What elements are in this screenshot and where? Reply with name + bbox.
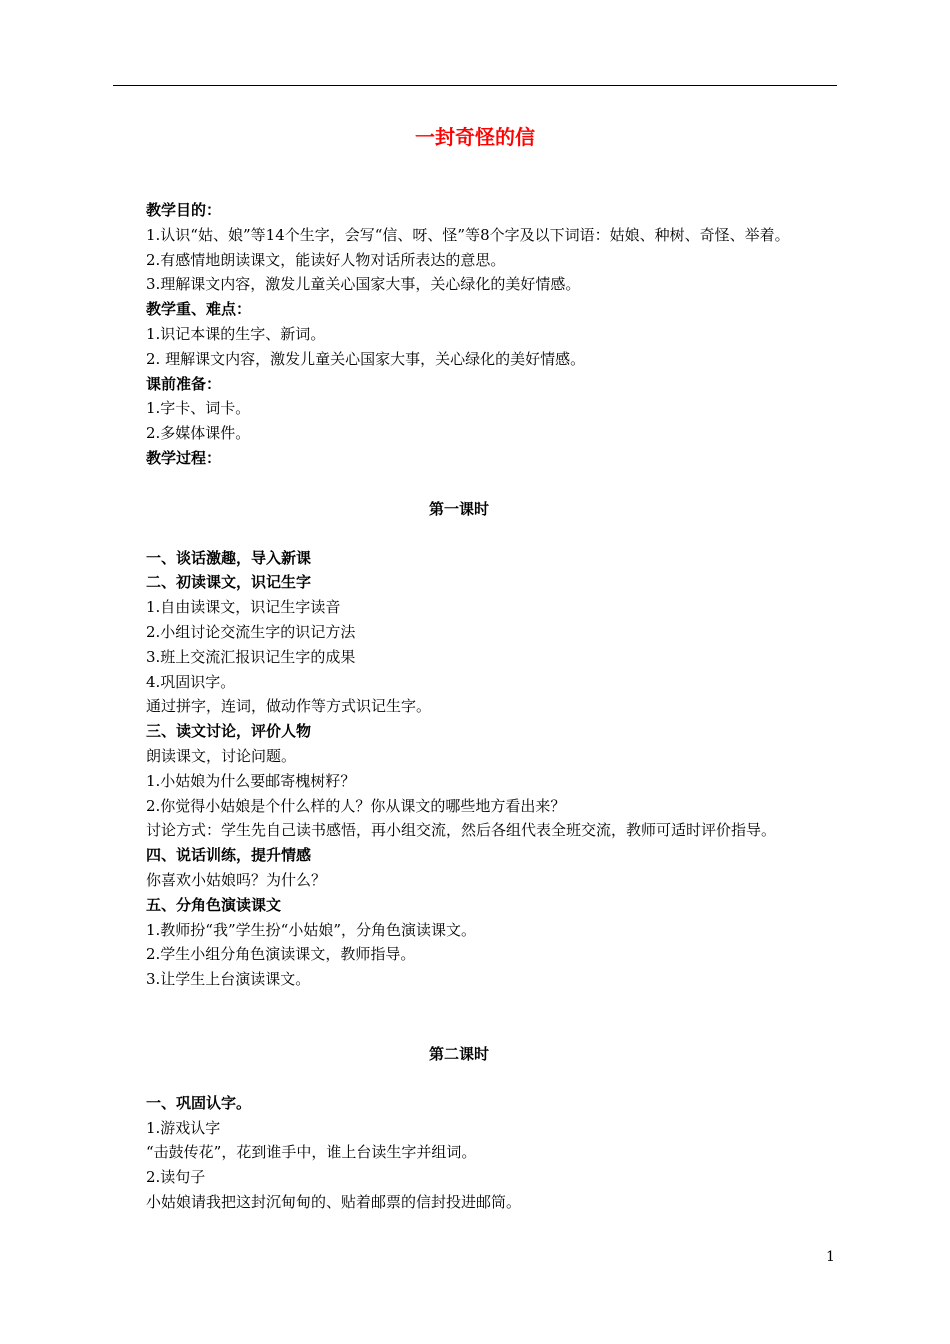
objectives-heading: 教学目的：: [146, 201, 222, 219]
section-line: 讨论方式：学生先自己读书感悟，再小组交流，然后各组代表全班交流，教师可适时评价指导。: [146, 821, 777, 840]
section-line: 2.读句子: [146, 1168, 206, 1187]
lesson2-body: [146, 1091, 850, 1215]
section-line: 2.你觉得小姑娘是个什么样的人？你从课文的哪些地方看出来？: [146, 796, 566, 815]
page-number: 1: [826, 1249, 835, 1265]
section-line: 1.教师扮“我”学生扮“小姑娘”，分角色演读课文。: [146, 920, 476, 939]
lesson1-heading: 第一课时: [428, 499, 489, 518]
section-heading: 一、巩固认字。: [146, 1093, 252, 1112]
section-line: 2.小组讨论交流生字的识记方法: [146, 622, 356, 641]
key-point-item: 2. 理解课文内容，激发儿童关心国家大事，关心绿化的美好情感。: [146, 349, 586, 368]
section-line: “击鼓传花”，花到谁手中，谁上台读生字并组词。: [146, 1143, 477, 1162]
key-points-heading: 教学重、难点：: [146, 300, 252, 319]
preparation-heading: 课前准备：: [146, 374, 222, 393]
section-line: 你喜欢小姑娘吗？为什么？: [146, 870, 327, 889]
section-heading: 二、初读课文，识记生字: [146, 573, 312, 592]
objective-item: 1.认识“姑、娘”等14个生字，会写“信、呀、怪”等8个字及以下词语：姑娘、种树、奇怪、举着。: [146, 225, 790, 244]
section-line: 通过拼字，连词，做动作等方式识记生字。: [146, 697, 432, 716]
preparation-item: 1.字卡、词卡。: [146, 399, 251, 418]
header-rule: [113, 85, 837, 86]
lesson1-body: [146, 546, 850, 992]
section-line: 1.小姑娘为什么要邮寄槐树籽？: [146, 771, 356, 790]
section-line: 小姑娘请我把这封沉甸甸的、贴着邮票的信封投进邮筒。: [146, 1192, 522, 1211]
section-heading: 五、分角色演读课文: [146, 895, 282, 914]
section-line: 朗读课文，讨论问题。: [146, 746, 297, 765]
process-heading: 教学过程：: [146, 448, 222, 467]
lesson2-heading: 第二课时: [428, 1044, 489, 1063]
section-line: 2.学生小组分角色演读课文，教师指导。: [146, 945, 416, 964]
section-heading: 一、谈话激趣，导入新课: [146, 548, 312, 567]
objective-item: 2.有感情地朗读课文，能读好人物对话所表达的意思。: [146, 250, 506, 269]
preparation-item: 2.多媒体课件。: [146, 424, 251, 443]
section-heading: 三、读文讨论，评价人物: [146, 722, 312, 741]
section-line: 4.巩固识字。: [146, 672, 236, 691]
section-line: 3.让学生上台演读课文。: [146, 970, 311, 989]
document-body: [146, 198, 850, 1215]
section-line: 1.游戏认字: [146, 1118, 221, 1137]
section-heading: 四、说话训练，提升情感: [146, 846, 312, 865]
objective-item: 3.理解课文内容，激发儿童关心国家大事，关心绿化的美好情感。: [146, 275, 581, 294]
key-point-item: 1.识记本课的生字、新词。: [146, 324, 326, 343]
section-line: 3.班上交流汇报识记生字的成果: [146, 647, 356, 666]
document-title: 一封奇怪的信: [415, 125, 535, 149]
section-line: 1.自由读课文，识记生字读音: [146, 598, 341, 617]
